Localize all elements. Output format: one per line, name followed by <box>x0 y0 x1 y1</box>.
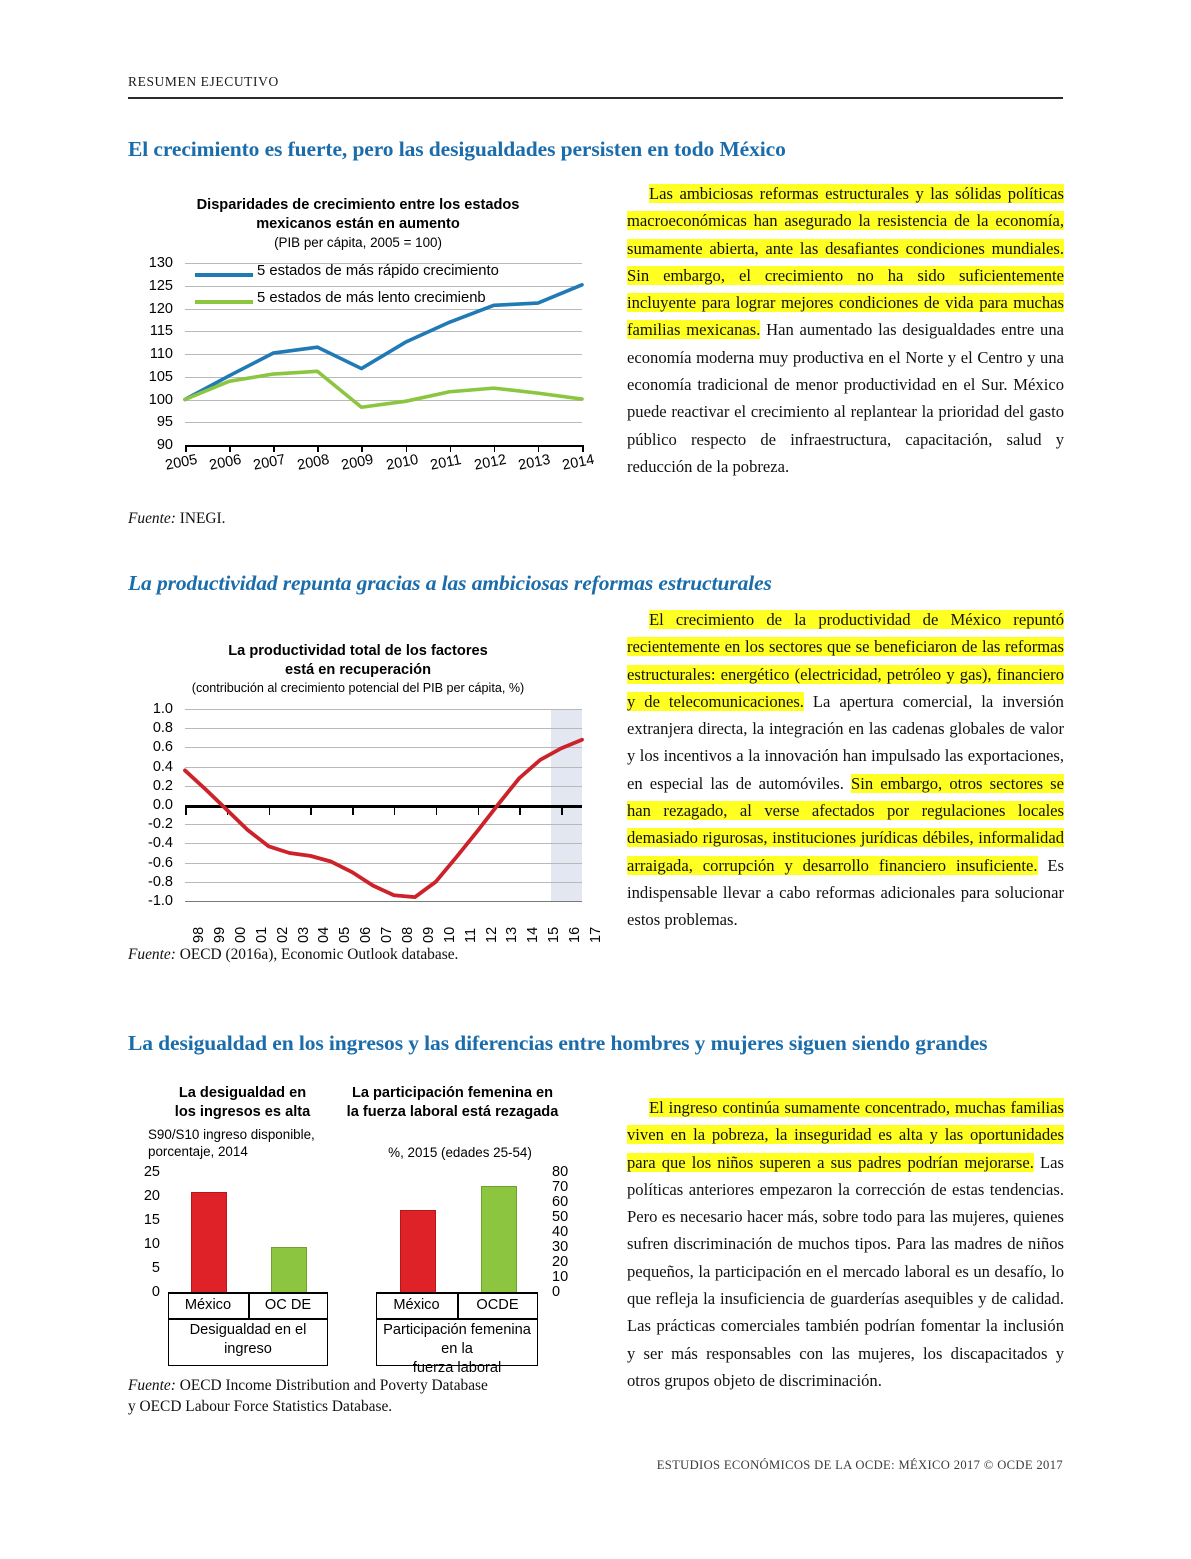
page-footer: ESTUDIOS ECONÓMICOS DE LA OCDE: MÉXICO 2017 © OCDE 2017 <box>656 1458 1063 1472</box>
chart-1-y-tick-label: 110 <box>149 346 173 362</box>
chart-2-x-label: 12 <box>483 926 500 943</box>
chart-4-category-label-0: México <box>393 1297 440 1313</box>
chart-1-series-line-1 <box>185 371 582 407</box>
figure-2-source-text: OECD (2016a), Economic Outlook database. <box>175 946 459 963</box>
chart-2-x-label: 17 <box>588 926 604 943</box>
chart-1-y-tick-label: 125 <box>148 277 173 294</box>
body-2-highlight-1: El crecimiento de la productividad de México repuntó recientemente en los sectores que se beneficiaron de las reformas estructurales: energético (electricidad, petróleo y gas), financiero y de telecomunicaciones. <box>627 610 1064 711</box>
figure-1-title-line2: mexicanos están en aumento <box>256 216 460 232</box>
chart-1-legend-label-0: 5 estados de más rápido crecimiento <box>257 263 499 279</box>
chart-3-y-tick-label: 10 <box>143 1236 160 1252</box>
figure-4-title-line2: la fuerza laboral está rezagada <box>346 1104 559 1120</box>
body-3-highlight: El ingreso continúa sumamente concentrado, muchas familias viven en la pobreza, la inseguridad es alta y las oportunidades para que los niños superen a sus padres podrían mejorarse. <box>627 1098 1064 1172</box>
chart-3-4-plot <box>128 1160 588 1375</box>
chart-2-y-tick-label: -0.6 <box>148 854 173 871</box>
chart-2-y-tick-label: 0.2 <box>152 777 173 794</box>
chart-2-x-label: 05 <box>337 926 354 943</box>
chart-2-x-label: 16 <box>567 926 584 943</box>
running-head-rule <box>128 97 1063 99</box>
chart-4-y-tick-label: 50 <box>552 1209 569 1225</box>
chart-4-y-tick-label: 20 <box>552 1254 569 1270</box>
figure-3-title-line2: los ingresos es alta <box>174 1104 311 1120</box>
chart-3-bar-0 <box>191 1192 227 1294</box>
chart-1-x-label: 2014 <box>561 451 596 474</box>
chart-2-x-label: 01 <box>253 926 270 943</box>
figure-3-subtitle-line1: S90/S10 ingreso disponible, <box>148 1127 315 1142</box>
body-text-3 <box>627 1094 1064 1394</box>
chart-1-y-tick-label: 90 <box>156 437 173 453</box>
figure-2-title-line1: La productividad total de los factores <box>228 643 488 659</box>
chart-2-y-tick-label: -0.2 <box>148 816 173 833</box>
chart-4-y-tick-label: 10 <box>552 1269 569 1285</box>
figure-1-source-text: INEGI. <box>175 510 226 527</box>
chart-1-x-label: 2013 <box>516 451 552 474</box>
chart-2-x-label: 09 <box>420 926 437 943</box>
chart-1-x-label: 2006 <box>208 451 243 474</box>
chart-2-x-label: 02 <box>274 926 291 943</box>
chart-1-x-label: 2005 <box>164 451 199 474</box>
figure-1-title-line1: Disparidades de crecimiento entre los estados <box>196 197 520 213</box>
chart-4-y-tick-label: 60 <box>552 1194 569 1210</box>
chart-3-y-tick-label: 5 <box>151 1260 160 1276</box>
chart-3-y-tick-label: 0 <box>151 1284 160 1300</box>
chart-2-series-svg <box>128 699 588 959</box>
figure-2-title-line2: está en recuperación <box>284 662 431 678</box>
figure-1-subtitle: (PIB per cápita, 2005 = 100) <box>274 235 442 250</box>
chart-2-x-label: 07 <box>379 926 396 943</box>
chart-4-y-tick-label: 70 <box>552 1179 569 1195</box>
chart-2-x-label: 98 <box>191 926 207 943</box>
chart-2-x-label: 06 <box>358 926 375 943</box>
chart-4-category-label-1: OCDE <box>476 1297 519 1313</box>
chart-2-y-tick-label: 0.4 <box>152 758 173 775</box>
figure-4-subtitle-line1: %, 2015 (edades 25-54) <box>388 1145 532 1160</box>
chart-3-y-tick-label: 25 <box>143 1164 160 1180</box>
chart-4-group-label-line1: Participación femenina en la <box>383 1322 531 1357</box>
chart-3-category-label-1: OC DE <box>264 1297 312 1313</box>
body-text-1 <box>627 180 1064 480</box>
chart-2-x-label: 00 <box>232 926 249 943</box>
chart-4-group-label-line2: fuerza laboral <box>412 1360 502 1376</box>
chart-1-x-label: 2011 <box>428 452 463 474</box>
chart-3-bar-1 <box>271 1247 307 1294</box>
figure-4-subtitle <box>360 1144 560 1161</box>
chart-4-y-tick-label: 0 <box>552 1284 561 1300</box>
chart-3-frame-row-sep <box>168 1318 328 1320</box>
chart-2-x-label: 10 <box>441 926 458 943</box>
chart-4-y-tick-label: 80 <box>552 1164 569 1180</box>
chart-1-x-label: 2012 <box>472 451 508 474</box>
chart-4-bar-0 <box>400 1210 436 1295</box>
chart-2-x-label: 14 <box>525 926 542 943</box>
body-1-rest: Han aumentado las desigualdades entre una economía moderna muy productiva en el Norte y el Centro y una economía tradicional de menor productividad en el Sur. México puede reactivar el crecimiento al replantear la prioridad del gasto público respecto de infraestructura, capacitación, salud y reducción de la pobreza. <box>627 320 1064 476</box>
chart-2-y-tick-label: 0.0 <box>152 797 173 813</box>
chart-2-plot <box>128 699 604 959</box>
chart-2-x-label: 08 <box>399 926 416 943</box>
figure-3-4-source-text-1: OECD Income Distribution and Poverty Database <box>175 1377 488 1394</box>
figure-1-source <box>128 508 588 529</box>
section-heading-3-line1: La desigualdad en los ingresos y las diferencias entre hombres y mujeres siguen <box>128 1031 847 1055</box>
chart-1-y-tick-label: 130 <box>148 255 173 271</box>
chart-2-y-tick-label: 0.6 <box>152 739 173 756</box>
chart-2-y-tick-label: 1.0 <box>152 701 173 717</box>
figure-total-factor-productivity <box>128 642 604 959</box>
running-head: RESUMEN EJECUTIVO <box>128 74 279 89</box>
chart-1-y-tick-label: 115 <box>149 323 173 340</box>
figure-3-4-source-label: Fuente: <box>128 1377 176 1394</box>
chart-2-y-tick-label: -0.4 <box>148 835 173 852</box>
chart-3-y-tick-label: 20 <box>143 1188 160 1204</box>
figure-income-inequality <box>150 1084 335 1122</box>
body-3-rest: Las políticas anteriores empezaron la corrección de estas tendencias. Pero es necesario hacer más, sobre todo para las mujeres, quienes sufren discriminación de muchos tipos. Para las madres de niños pequeños, la participación en el mercado laboral es un desafío, lo que refleja la insuficiencia de guarderías asequibles y de calidad. Las prácticas comerciales también podrían fomentar la inclusión y ser más responsables con las mujeres, los discapacitados y otros grupos objeto de discriminación. <box>627 1152 1064 1390</box>
chart-2-x-label: 04 <box>316 926 333 943</box>
figure-4-title-line1: La participación femenina en <box>351 1085 554 1101</box>
chart-4-group-label <box>376 1321 538 1378</box>
chart-1-y-tick-label: 100 <box>148 391 173 408</box>
chart-1-x-label: 2010 <box>384 451 420 474</box>
chart-4-y-tick-label: 30 <box>552 1239 569 1255</box>
chart-2-x-label: 11 <box>462 927 479 943</box>
body-1-highlight: Las ambiciosas reformas estructurales y las sólidas políticas macroeconómicas han asegurado la resistencia de la economía, sumamente abierta, ante las desafiantes condiciones mundiales. Sin embargo, el crecimiento no ha sido suficientemente incluyente para lograr mejores condiciones de vida para muchas familias mexicanas. <box>627 184 1064 340</box>
chart-4-frame-row-sep <box>376 1318 538 1320</box>
section-heading-3-line2: siendo grandes <box>852 1031 988 1055</box>
figure-3-4-source-text-2: y OECD Labour Force Statistics Database. <box>128 1398 393 1415</box>
body-2-highlight-2: Sin embargo, otros sectores se han rezagado, al verse afectados por regulaciones locales demasiado rigurosas, instituciones jurídicas débiles, informalidad arraigada, corrupción y desarrollo financiero insuficiente. <box>627 773 1065 875</box>
figure-growth-disparities <box>128 196 596 495</box>
chart-1-y-tick-label: 95 <box>156 414 173 431</box>
chart-1-plot <box>128 255 596 495</box>
chart-1-legend-swatch-0 <box>195 273 253 277</box>
body-2-middle: La apertura comercial, la inversión extranjera directa, la integración en las cadenas globales de valor y los incentivos a la innovación han impulsado las exportaciones, en especial las de automóviles. <box>627 691 1064 793</box>
chart-1-y-tick-label: 120 <box>148 300 173 317</box>
chart-1-legend-swatch-1 <box>195 300 253 304</box>
chart-2-x-label: 15 <box>546 926 563 943</box>
chart-2-x-label: 03 <box>295 926 312 943</box>
chart-1-y-tick-label: 105 <box>148 368 173 385</box>
chart-3-group-label: Desigualdad en el ingreso <box>189 1322 307 1357</box>
chart-2-y-tick-label: -0.8 <box>148 873 173 890</box>
body-2-rest: Es indispensable llevar a cabo reformas adicionales para solucionar estos problemas. <box>627 855 1064 930</box>
chart-1-x-label: 2009 <box>340 451 376 474</box>
figure-3-4-source <box>128 1375 608 1417</box>
body-text-2 <box>627 606 1064 934</box>
chart-4-y-tick-label: 40 <box>552 1224 569 1240</box>
figure-3-subtitle-line2: porcentaje, 2014 <box>148 1144 248 1159</box>
section-heading-2: La productividad repunta gracias a las ambiciosas reformas estructurales <box>128 571 772 595</box>
chart-3-category-label-0: México <box>184 1297 232 1313</box>
chart-1-x-label: 2007 <box>252 451 287 474</box>
chart-2-series-line-0 <box>185 740 582 897</box>
chart-2-x-label: 99 <box>211 926 228 943</box>
chart-1-x-label: 2008 <box>296 451 332 474</box>
chart-4-bar-1 <box>481 1186 517 1295</box>
chart-2-y-tick-label: -1.0 <box>148 893 173 909</box>
section-heading-3 <box>128 1030 1038 1056</box>
figure-2-subtitle: (contribución al crecimiento potencial del PIB per cápita, %) <box>191 681 525 695</box>
figure-female-participation <box>340 1084 565 1122</box>
figure-2-source-label: Fuente: <box>128 946 176 963</box>
figure-3-subtitle <box>148 1126 363 1160</box>
figure-1-source-label: Fuente: <box>128 510 176 527</box>
chart-2-x-label: 13 <box>504 926 521 943</box>
figure-2-source <box>128 944 598 965</box>
figure-3-title-line1: La desigualdad en <box>178 1085 307 1101</box>
section-heading-1: El crecimiento es fuerte, pero las desigualdades persisten en todo México <box>128 137 786 161</box>
chart-2-y-tick-label: 0.8 <box>152 720 173 737</box>
chart-3-y-tick-label: 15 <box>143 1212 160 1228</box>
chart-1-legend-label-1: 5 estados de más lento crecimienb <box>257 290 486 306</box>
